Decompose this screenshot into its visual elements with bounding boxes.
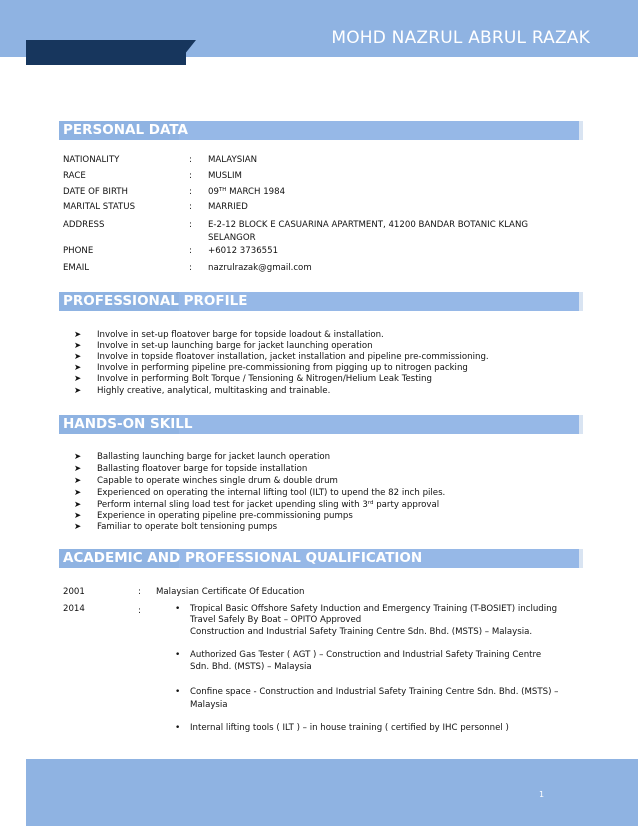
qualification-line: Internal lifting tools ( ILT ) – in house training ( certified by IHC personnel ): [190, 723, 509, 733]
label-address: ADDRESS: [63, 220, 105, 230]
value-dob: 09TH MARCH 1984: [208, 187, 286, 197]
page-number: 1: [539, 790, 545, 799]
bullet-icon: •: [175, 723, 181, 733]
separator: :: [138, 606, 141, 616]
value-phone: +6012 3736551: [208, 246, 279, 256]
bullet-icon: •: [175, 687, 181, 697]
arrow-bullet-icon: ➤: [74, 386, 82, 396]
qualification-line: Travel Safely By Boat – OPITO Approved: [190, 615, 362, 625]
section-title: PROFESSIONAL PROFILE: [63, 293, 248, 309]
arrow-bullet-icon: ➤: [74, 511, 82, 521]
header-accent-bar: [26, 40, 186, 65]
list-item: Involve in performing pipeline pre-commissioning from pigging up to nitrogen packing: [97, 363, 468, 373]
value-marital-status: MARRIED: [208, 202, 248, 212]
list-item: Involve in topside floatover installation, jacket installation and pipeline pre-commissioning.: [97, 352, 489, 362]
list-item: Experience in operating pipeline pre-commissioning pumps: [97, 511, 353, 521]
separator: :: [189, 155, 192, 165]
label-email: EMAIL: [63, 263, 90, 273]
bullet-icon: •: [175, 650, 181, 660]
bullet-icon: •: [175, 604, 181, 614]
arrow-bullet-icon: ➤: [74, 363, 82, 373]
separator: :: [189, 171, 192, 181]
value-address-line1: E-2-12 BLOCK E CASUARINA APARTMENT, 41200 BANDAR BOTANIC KLANG: [208, 220, 529, 230]
label-dob: DATE OF BIRTH: [63, 187, 129, 197]
arrow-bullet-icon: ➤: [74, 341, 82, 351]
arrow-bullet-icon: ➤: [74, 500, 82, 510]
list-item: Involve in performing Bolt Torque / Tensioning & Nitrogen/Helium Leak Testing: [97, 374, 432, 384]
qualification-line: Malaysia: [190, 700, 228, 710]
list-item: Involve in set-up launching barge for jacket launching operation: [97, 341, 373, 351]
qualification-year: 2014: [63, 604, 85, 614]
label-nationality: NATIONALITY: [63, 155, 120, 165]
qualification-line: Confine space - Construction and Industrial Safety Training Centre Sdn. Bhd. (MSTS) –: [190, 687, 559, 697]
candidate-name: MOHD NAZRUL ABRUL RAZAK: [331, 28, 590, 48]
list-item: Experienced on operating the internal lifting tool (ILT) to upend the 82 inch piles.: [97, 488, 446, 498]
qualification-year: 2001: [63, 587, 85, 597]
section-title: HANDS-ON SKILL: [63, 416, 193, 432]
qualification-line: Tropical Basic Offshore Safety Induction and Emergency Training (T-BOSIET) including: [190, 604, 558, 614]
footer-band: [26, 759, 638, 826]
arrow-bullet-icon: ➤: [74, 476, 82, 486]
separator: :: [138, 587, 141, 597]
arrow-bullet-icon: ➤: [74, 352, 82, 362]
arrow-bullet-icon: ➤: [74, 452, 82, 462]
value-nationality: MALAYSIAN: [208, 155, 258, 165]
arrow-bullet-icon: ➤: [74, 374, 82, 384]
qualification-line: Authorized Gas Tester ( AGT ) – Construction and Industrial Safety Training Centre: [190, 650, 542, 660]
list-item: Ballasting floatover barge for topside installation: [97, 464, 308, 474]
list-item: Involve in set-up floatover barge for topside loadout & installation.: [97, 330, 384, 340]
arrow-bullet-icon: ➤: [74, 330, 82, 340]
separator: :: [189, 220, 192, 230]
section-title: PERSONAL DATA: [63, 122, 188, 138]
arrow-bullet-icon: ➤: [74, 522, 82, 532]
separator: :: [189, 246, 192, 256]
separator: :: [189, 202, 192, 212]
list-item: Capable to operate winches single drum & double drum: [97, 476, 338, 486]
section-title: ACADEMIC AND PROFESSIONAL QUALIFICATION: [63, 550, 423, 566]
value-race: MUSLIM: [208, 171, 242, 181]
section-hands-on-skill: [59, 415, 583, 434]
arrow-bullet-icon: ➤: [74, 488, 82, 498]
list-item: Ballasting launching barge for jacket launch operation: [97, 452, 331, 462]
section-professional-profile: [59, 292, 583, 311]
section-personal-data: [59, 121, 583, 140]
label-marital-status: MARITAL STATUS: [63, 202, 136, 212]
arrow-bullet-icon: ➤: [74, 464, 82, 474]
list-item: Perform internal sling load test for jacket upending sling with 3rd party approval: [97, 500, 440, 510]
header-accent-tail: [176, 40, 196, 65]
label-race: RACE: [63, 171, 86, 181]
list-item: Familiar to operate bolt tensioning pumps: [97, 522, 278, 532]
label-phone: PHONE: [63, 246, 94, 256]
value-address-line2: SELANGOR: [208, 233, 256, 243]
separator: :: [189, 187, 192, 197]
separator: :: [189, 263, 192, 273]
value-email[interactable]: nazrulrazak@gmail.com: [208, 263, 312, 273]
section-qualification: [59, 549, 583, 568]
qualification-line: Construction and Industrial Safety Training Centre Sdn. Bhd. (MSTS) – Malaysia.: [190, 627, 533, 637]
list-item: Highly creative, analytical, multitasking and trainable.: [97, 386, 331, 396]
qualification-text: Malaysian Certificate Of Education: [156, 587, 305, 597]
qualification-line: Sdn. Bhd. (MSTS) – Malaysia: [190, 662, 312, 672]
